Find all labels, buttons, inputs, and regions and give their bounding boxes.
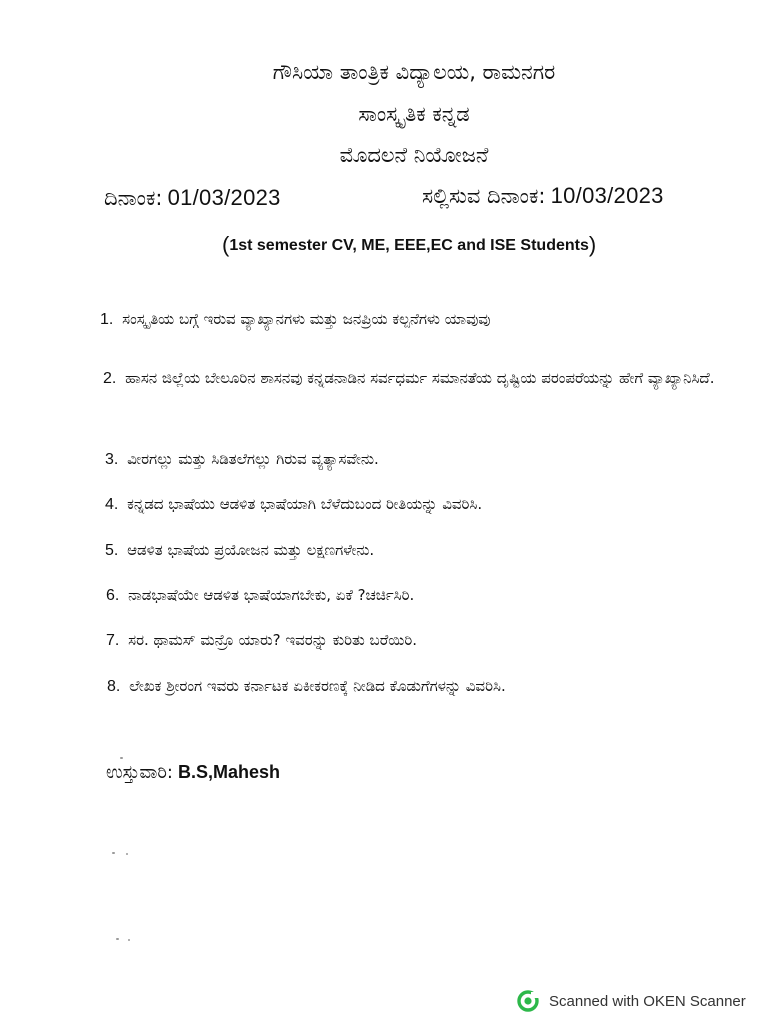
subtitle-text: 1st semester CV, ME, EEE,EC and ISE Students xyxy=(229,237,589,254)
scan-speck xyxy=(112,852,115,854)
question-item xyxy=(107,677,506,696)
incharge-signature-line xyxy=(106,762,280,783)
question-item xyxy=(106,631,417,650)
question-number: 8. xyxy=(107,678,121,695)
question-number: 2. xyxy=(103,370,117,387)
question-item xyxy=(100,310,491,329)
question-item xyxy=(103,352,741,405)
scan-speck xyxy=(120,757,123,759)
question-text: ನಾಡಭಾಷೆಯೇ ಆಡಳಿತ ಭಾಷೆಯಾಗಬೇಕು, ಏಕೆ ?ಚರ್ಚಿಸಿರಿ. xyxy=(128,586,415,604)
question-text: ವೀರಗಲ್ಲು ಮತ್ತು ಸಿಡಿತಲೆಗಲ್ಲು ಗಿರುವ ವ್ಯತ್ಯಾಸವೇನು. xyxy=(127,450,379,468)
question-item xyxy=(105,450,379,469)
question-text: ಹಾಸನ ಜಿಲ್ಲೆಯ ಬೇಲೂರಿನ ಶಾಸನವು ಕನ್ನಡನಾಡಿನ ಸರ್ವಧರ್ಮ ಸಮಾನತೆಯ ದೃಷ್ಟಿಯ ಪರಂಪರೆಯನ್ನು ಹೇಗೆ ವ್ಯಾಖ್ಯಾನಿಸಿದೆ. xyxy=(125,369,715,387)
subtitle-close-paren: ) xyxy=(588,232,597,257)
scanner-watermark xyxy=(517,990,746,1012)
question-text: ಕನ್ನಡದ ಭಾಷೆಯು ಆಡಳಿತ ಭಾಷೆಯಾಗಿ ಬೆಳೆದುಬಂದ ರೀತಿಯನ್ನು ವಿವರಿಸಿ. xyxy=(127,495,483,513)
issue-date xyxy=(104,185,281,211)
scan-speck xyxy=(126,853,128,855)
institution-name: ಗೌಸಿಯಾ ತಾಂತ್ರಿಕ ವಿದ್ಯಾಲಯ, ರಾಮನಗರ xyxy=(272,60,556,84)
subject-title: ಸಾಂಸ್ಕೃತಿಕ ಕನ್ನಡ xyxy=(358,102,470,126)
question-number: 5. xyxy=(105,542,119,559)
incharge-label: ಉಸ್ತುವಾರಿ: xyxy=(106,762,173,783)
issue-date-value: 01/03/2023 xyxy=(167,185,281,210)
question-number: 4. xyxy=(105,496,119,513)
watermark-text: Scanned with OKEN Scanner xyxy=(549,992,746,1010)
assignment-title: ಮೊದಲನೆ ನಿಯೋಜನೆ xyxy=(339,143,489,167)
question-text: ಸಂಸ್ಕೃತಿಯ ಬಗ್ಗೆ ಇರುವ ವ್ಯಾಖ್ಯಾನಗಳು ಮತ್ತು ಜನಪ್ರಿಯ ಕಲ್ಪನೆಗಳು ಯಾವುವು xyxy=(122,310,491,328)
oken-scanner-logo-icon xyxy=(517,990,539,1012)
question-number: 1. xyxy=(100,311,114,328)
subtitle-open-paren: ( xyxy=(222,232,230,257)
audience-subtitle xyxy=(222,232,596,258)
incharge-name: B.S,Mahesh xyxy=(172,762,280,782)
scan-speck xyxy=(116,938,119,940)
question-item xyxy=(105,495,482,514)
scan-speck xyxy=(128,939,130,941)
submission-date-value: 10/03/2023 xyxy=(550,183,664,208)
question-number: 6. xyxy=(106,587,120,604)
submission-date-label: ಸಲ್ಲಿಸುವ ದಿನಾಂಕ: xyxy=(422,184,546,208)
question-number: 7. xyxy=(106,632,120,649)
question-number: 3. xyxy=(105,451,119,468)
question-item xyxy=(105,541,374,560)
question-text: ಲೇಖಕ ಶ್ರೀರಂಗ ಇವರು ಕರ್ನಾಟಕ ಏಕೀಕರಣಕ್ಕೆ ನೀಡಿದ ಕೊಡುಗೆಗಳನ್ನು ವಿವರಿಸಿ. xyxy=(129,677,506,695)
date-row xyxy=(104,185,744,219)
question-text: ಸರ. ಥಾಮಸ್ ಮನ್ರೊ ಯಾರು? ಇವರನ್ನು ಕುರಿತು ಬರೆಯಿರಿ. xyxy=(128,631,418,649)
question-text: ಆಡಳಿತ ಭಾಷೆಯ ಪ್ರಯೋಜನ ಮತ್ತು ಲಕ್ಷಣಗಳೇನು. xyxy=(127,541,375,559)
question-item xyxy=(106,586,414,605)
issue-date-label: ದಿನಾಂಕ: xyxy=(104,186,163,210)
submission-date xyxy=(422,183,664,209)
